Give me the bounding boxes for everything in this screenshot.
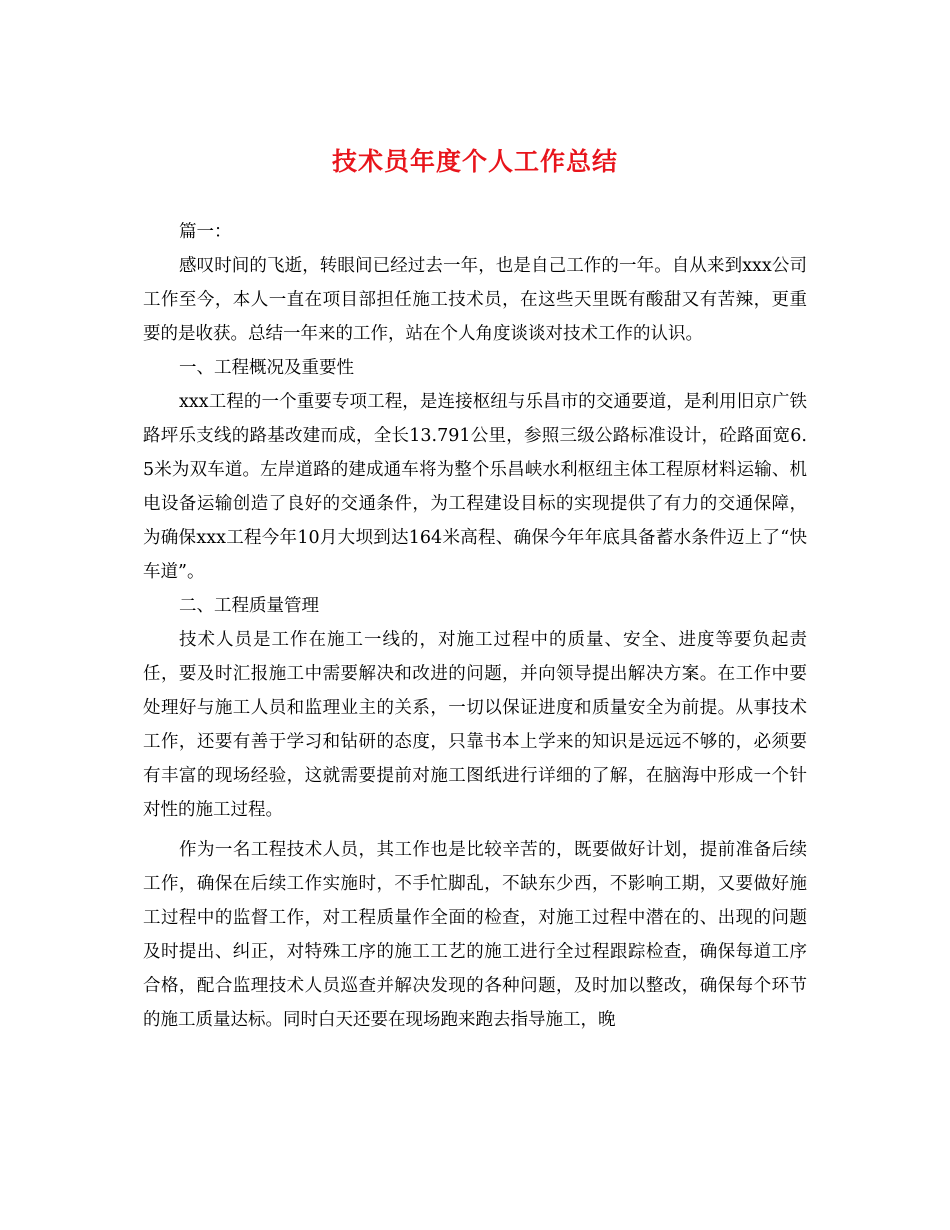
technician-work-paragraph: 作为一名工程技术人员，其工作也是比较辛苦的，既要做好计划，提前准备后续工作，确保在后续工作实施时，不手忙脚乱，不缺东少西，不影响工期，又要做好施工过程中的监督工作，对工程质量作全面的检查，对施工过程中潜在的、出现的问题及时提出、纠正，对特殊工序的施工工艺的施工进行全过程跟踪检查，确保每道工序合格，配合监理技术人员巡查并解决发现的各种问题，及时加以整改，确保每个环节的施工质量达标。同时白天还要在现场跑来跑去指导施工，晚	[143, 840, 807, 1030]
heading-quality-management: 二、工程质量管理	[179, 596, 319, 616]
heading-project-overview: 一、工程概况及重要性	[179, 358, 354, 378]
intro-paragraph: 感叹时间的飞逝，转眼间已经过去一年，也是自己工作的一年。自从来到xxx公司工作至今，本人一直在项目部担任施工技术员，在这些天里既有酸甜又有苦辣，更重要的是收获。总结一年来的工作，站在个人角度谈谈对技术工作的认识。	[143, 256, 807, 344]
project-overview-paragraph: xxx工程的一个重要专项工程，是连接枢纽与乐昌市的交通要道，是利用旧京广铁路坪乐支线的路基改建而成，全长13.791公里，参照三级公路标准设计，砼路面宽6.5米为双车道。左岸道路的建成通车将为整个乐昌峡水利枢纽主体工程原材料运输、机电设备运输创造了良好的交通条件，为工程建设目标的实现提供了有力的交通保障，为确保xxx工程今年10月大坝到达164米高程、确保今年年底具备蓄水条件迈上了“快车道”。	[143, 392, 807, 582]
document-body	[143, 215, 807, 1037]
quality-management-paragraph: 技术人员是工作在施工一线的，对施工过程中的质量、安全、进度等要负起责任，要及时汇报施工中需要解决和改进的问题，并向领导提出解决方案。在工作中要处理好与施工人员和监理业主的关系，一切以保证进度和质量安全为前提。从事技术工作，还要有善于学习和钻研的态度，只靠书本上学来的知识是远远不够的，必须要有丰富的现场经验，这就需要提前对施工图纸进行详细的了解，在脑海中形成一个针对性的施工过程。	[143, 630, 807, 820]
document-title: 技术员年度个人工作总结	[331, 147, 618, 176]
section-label-part-one: 篇一：	[179, 222, 232, 242]
